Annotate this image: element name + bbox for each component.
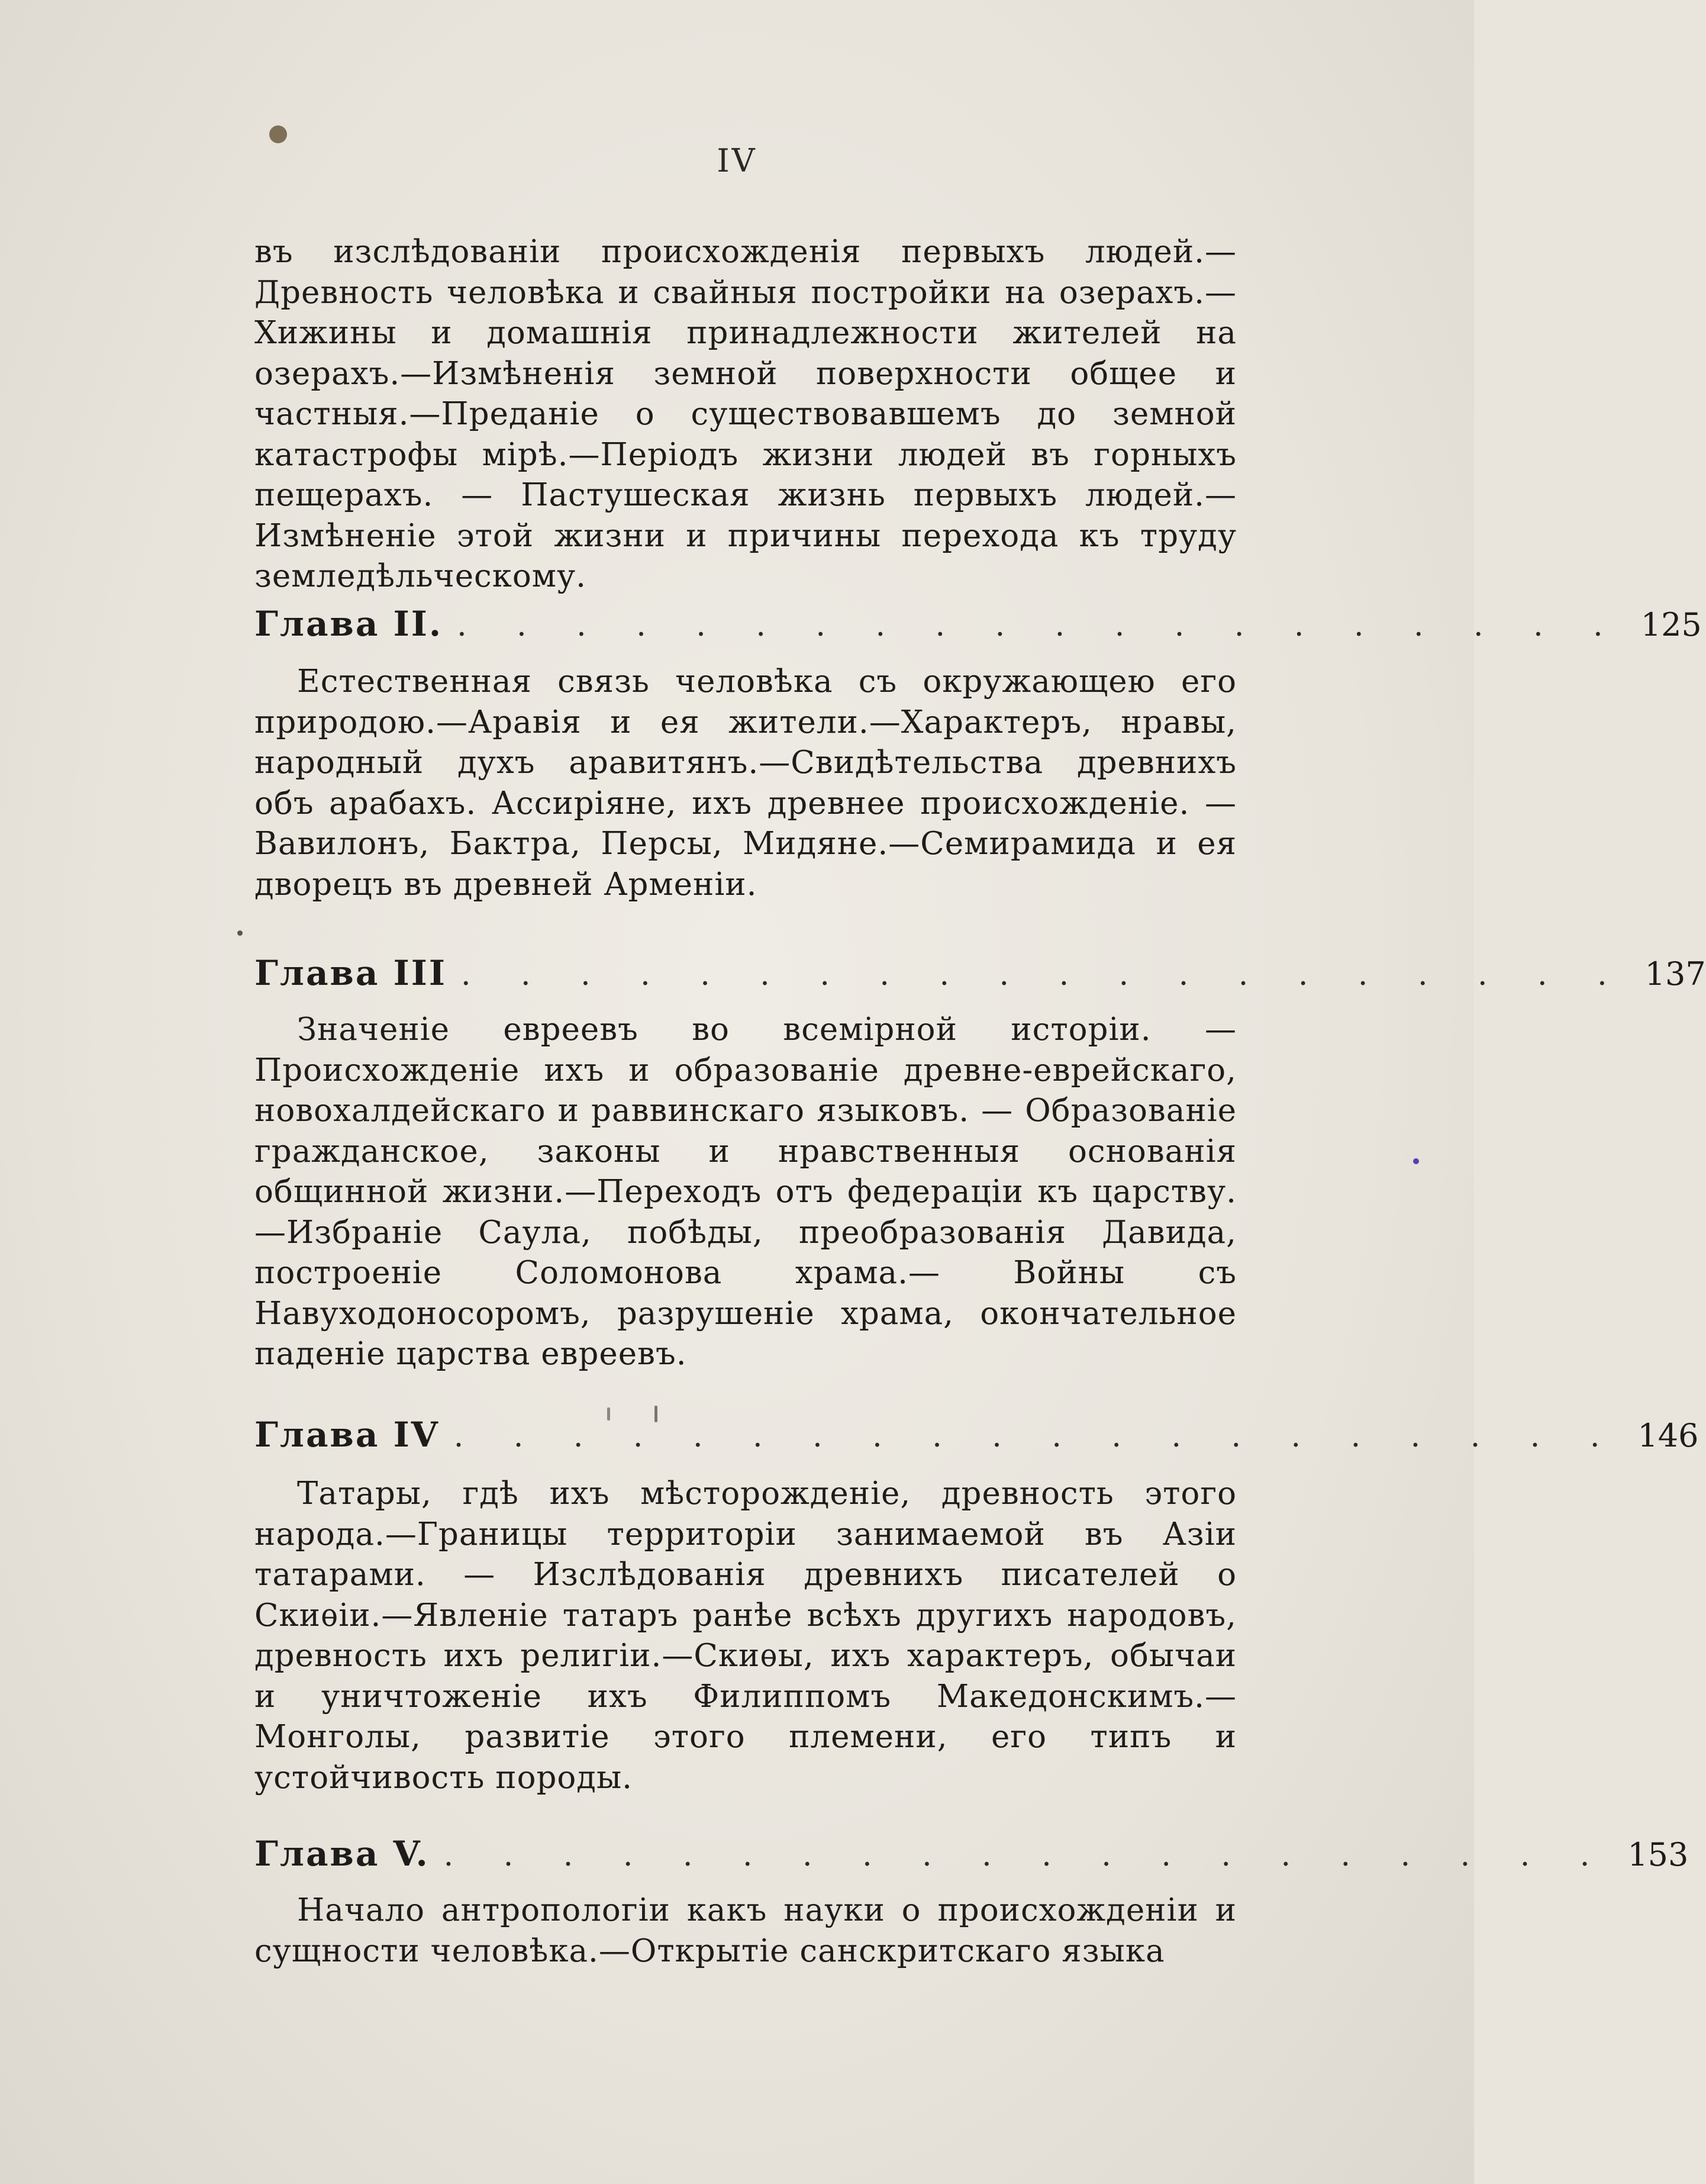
chapter-summary-block <box>254 1890 1237 1972</box>
chapter-page-number: 125 <box>1640 606 1702 643</box>
chapter-summary-block <box>254 1474 1237 1798</box>
dot-leader: . . . . . . . . . . . . . . . . . . . . <box>461 957 1627 993</box>
chapter-title: Глава IV <box>254 1415 440 1455</box>
page-folio: IV <box>717 142 757 179</box>
intro-paragraph: въ изслѣдованiи происхожденія первыхъ людей.—Древность человѣка и свайныя постройки на озерахъ.—Хижины и домашнія принадлежности жителей на озерахъ.—Измѣненія земной поверхности общее и частныя.—Преданіе о существовавшемъ до земной катастрофы мірѣ.—Періодъ жизни людей въ горныхъ пещерахъ. — Пастушеская жизнь первыхъ людей.—Измѣненіе этой жизни и причины перехода къ труду земледѣльческому. <box>254 234 1237 594</box>
intro-text-block <box>254 232 1237 597</box>
ink-stain <box>269 125 287 143</box>
chapter-page-number: 146 <box>1637 1417 1699 1454</box>
chapter-heading <box>254 1415 1699 1456</box>
chapter-page-number: 153 <box>1627 1836 1689 1873</box>
chapter-title: Глава II. <box>254 604 443 644</box>
chapter-title: Глава III <box>254 953 447 993</box>
chapter-summary: Естественная связь человѣка съ окружающею его природою.—Аравія и ея жители.—Характеръ, нравы, народный духъ аравитянъ.—Свидѣтельства древнихъ объ арабахъ. Ассиріяне, ихъ древнее происхожденіе. —Вавилонъ, Бактра, Персы, Мидяне.—Семирамида и ея дворецъ въ древней Арменіи. <box>254 663 1237 903</box>
speck <box>1413 1158 1419 1164</box>
chapter-summary: Значеніе евреевъ во всемірной исторіи. — Происхожденіе ихъ и образованіе древне-еврейскаго, новохалдейскаго и раввинскаго языковъ. — Образованіе гражданское, законы и нравственныя основанія общинной жизни.—Переходъ отъ федераціи къ царству.—Избраніе Саула, побѣды, преобразованія Давида, построеніе Соломонова храма.— Войны съ Навуходоносоромъ, разрушеніе храма, окончательное паденіе царства евреевъ. <box>254 1012 1237 1372</box>
dot-leader: . . . . . . . . . . . . . . . . . . . . <box>457 608 1623 643</box>
chapter-summary-block <box>254 1010 1237 1375</box>
chapter-heading <box>254 604 1702 645</box>
dot-leader: . . . . . . . . . . . . . . . . . . . . <box>453 1419 1620 1454</box>
chapter-title: Глава V. <box>254 1834 430 1874</box>
chapter-page-number: 137 <box>1644 955 1706 993</box>
chapter-summary-block <box>254 662 1237 905</box>
speck <box>237 930 243 936</box>
chapter-heading <box>254 953 1706 994</box>
chapter-summary: Татары, гдѣ ихъ мѣсторожденіе, древность этого народа.—Границы территоріи занимаемой въ Азіи татарами. — Изслѣдованія древнихъ писателей о Скиѳіи.—Явленіе татаръ ранѣе всѣхъ другихъ народовъ, древность ихъ религіи.—Скиѳы, ихъ характеръ, обычаи и уничтоженіе ихъ Филиппомъ Македонскимъ.—Монголы, развитіе этого племени, его типъ и устойчивость породы. <box>254 1476 1237 1796</box>
chapter-heading <box>254 1834 1689 1875</box>
chapter-summary: Начало антропологіи какъ науки о происхожденіи и сущности человѣка.—Открытіе санскритскаго языка <box>254 1892 1237 1969</box>
dot-leader: . . . . . . . . . . . . . . . . . . . . <box>443 1838 1610 1873</box>
